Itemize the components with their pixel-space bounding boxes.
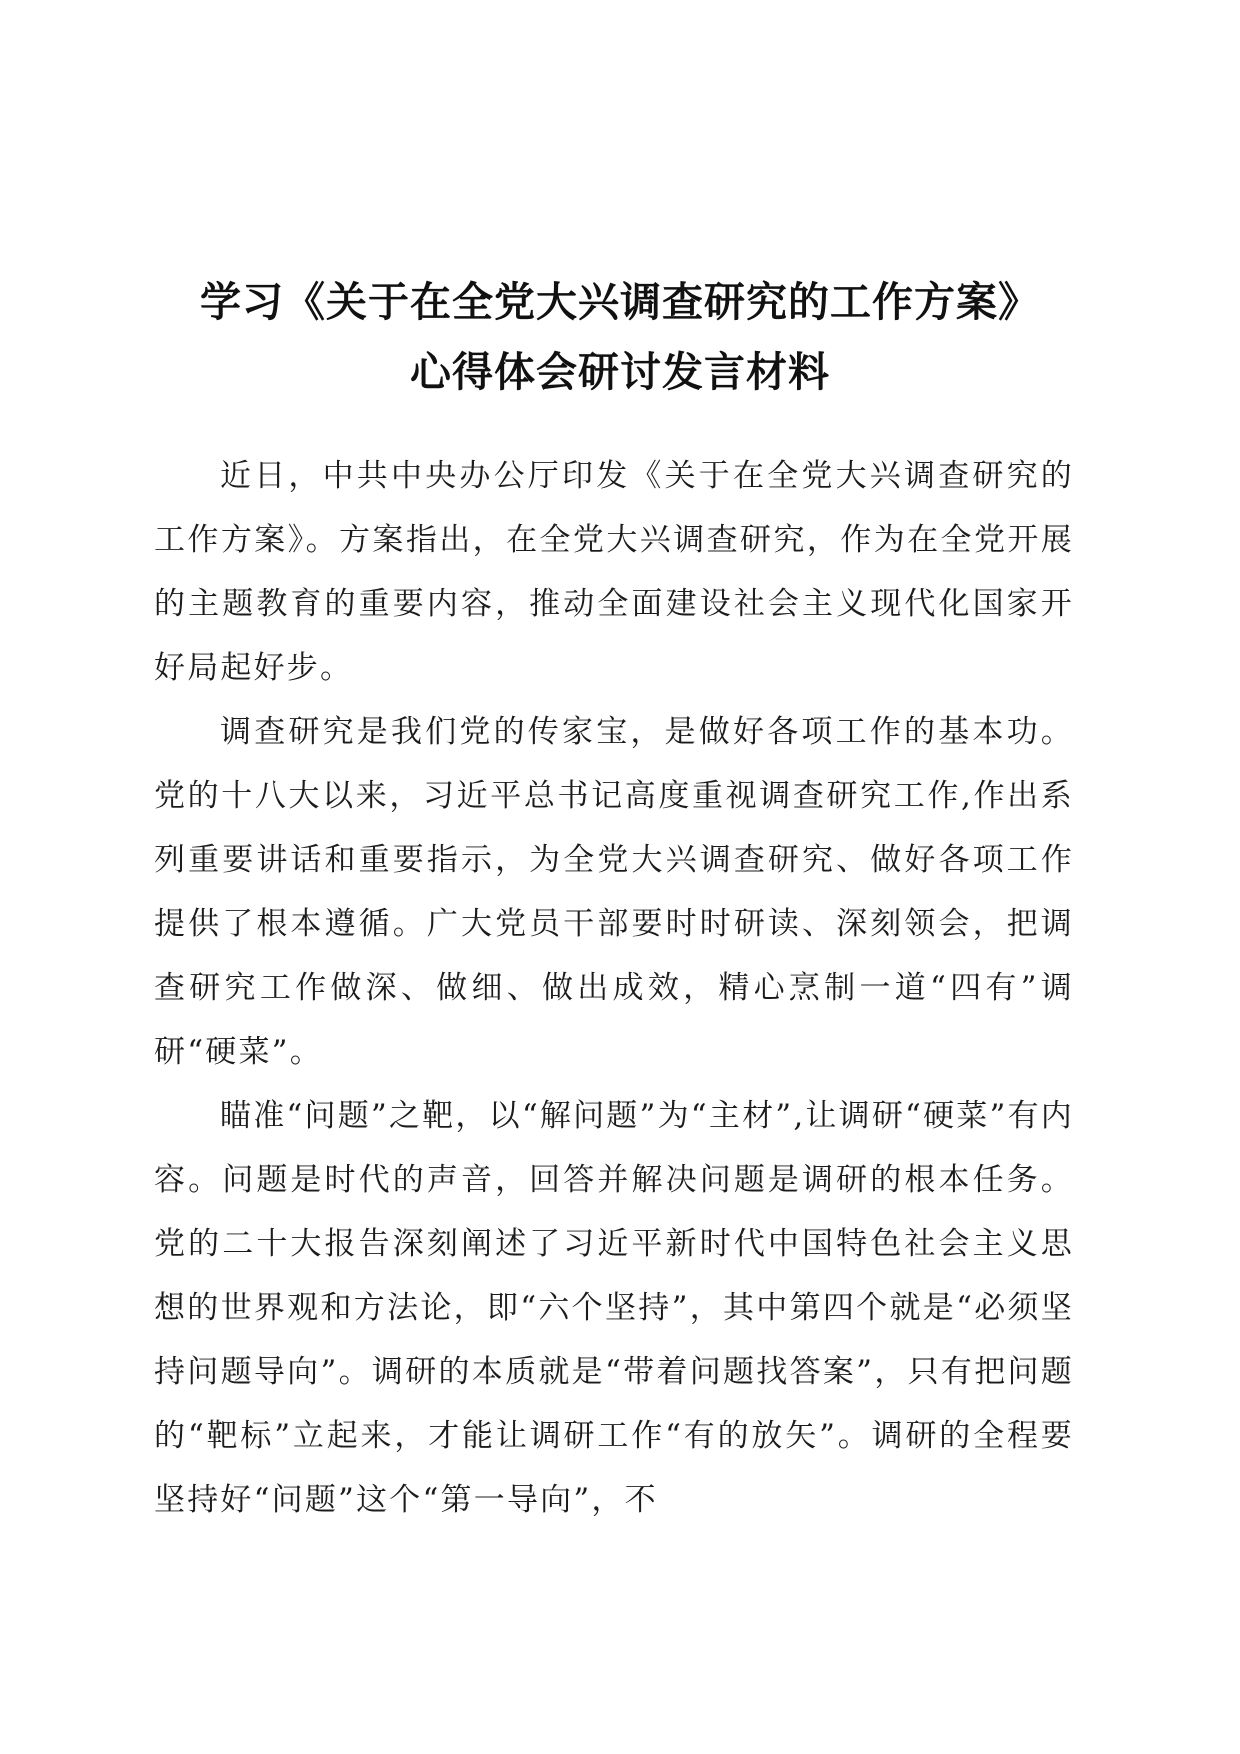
document-body (154, 444, 1074, 1532)
title-line-2: 心得体会研讨发言材料 (410, 348, 830, 397)
paragraph-2: 调查研究是我们党的传家宝，是做好各项工作的基本功。党的十八大以来，习近平总书记高度重视调查研究工作,作出系列重要讲话和重要指示，为全党大兴调查研究、做好各项工作提供了根本遵循。广大党员干部要时时研读、深刻领会，把调查研究工作做深、做细、做出成效，精心烹制一道“四有”调研“硬菜”。 (154, 714, 1074, 1070)
paragraph-3: 瞄准“问题”之靶，以“解问题”为“主材”,让调研“硬菜”有内容。问题是时代的声音，回答并解决问题是调研的根本任务。党的二十大报告深刻阐述了习近平新时代中国特色社会主义思想的世界观和方法论，即“六个坚持”，其中第四个就是“必须坚持问题导向”。调研的本质就是“带着问题找答案”，只有把问题的“靶标”立起来，才能让调研工作“有的放矢”。调研的全程要坚持好“问题”这个“第一导向”，不 (154, 1098, 1074, 1518)
paragraph-1: 近日，中共中央办公厅印发《关于在全党大兴调查研究的工作方案》。方案指出，在全党大兴调查研究，作为在全党开展的主题教育的重要内容，推动全面建设社会主义现代化国家开好局起好步。 (154, 458, 1074, 686)
title-line-1: 学习《关于在全党大兴调查研究的工作方案》 (200, 278, 1040, 327)
document-title (140, 267, 1100, 407)
